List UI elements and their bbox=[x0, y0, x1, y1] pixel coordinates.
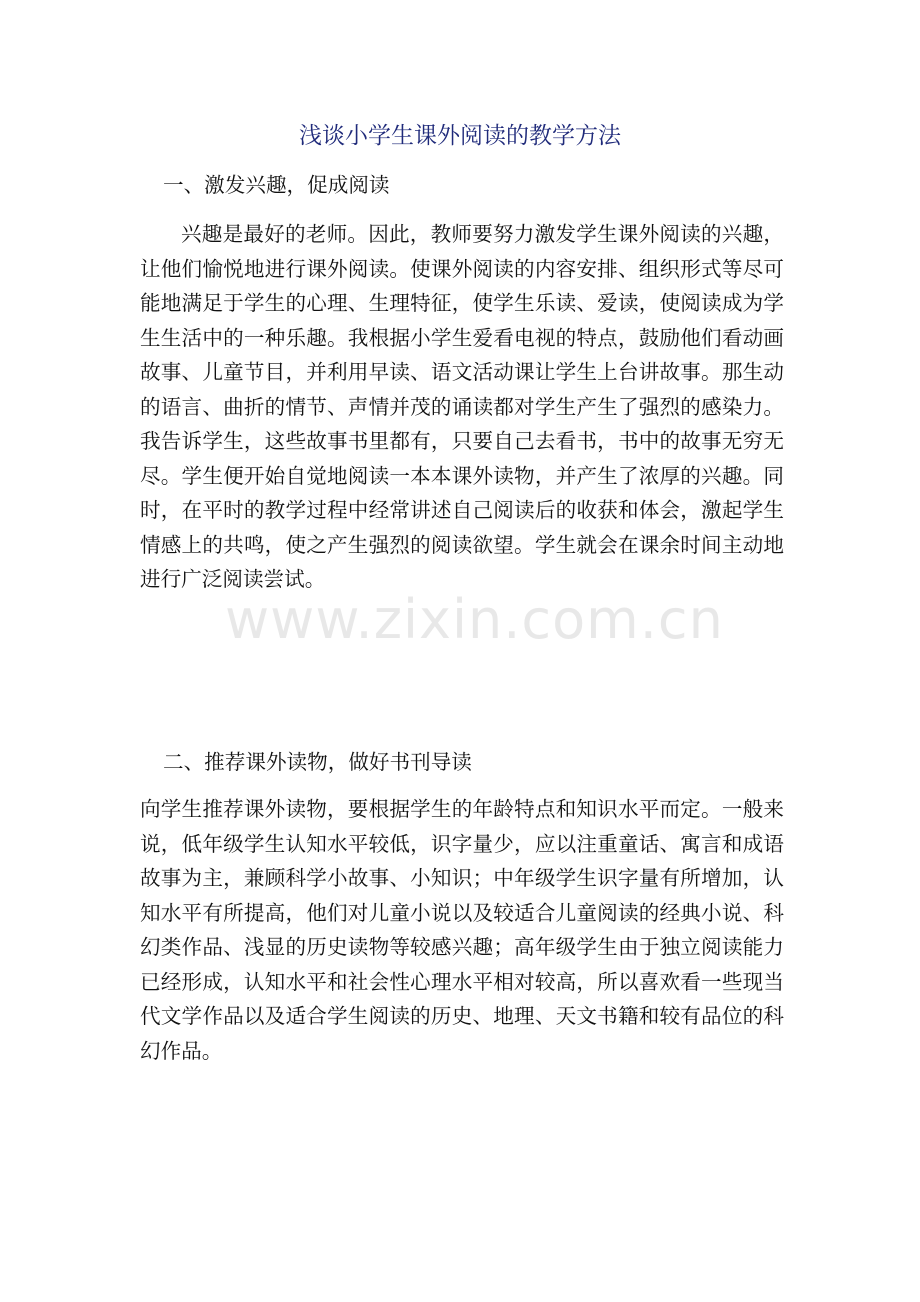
section-heading-1: 一、激发兴趣，促成阅读 bbox=[163, 173, 390, 197]
section-heading-2: 二、推荐课外读物，做好书刊导读 bbox=[163, 750, 472, 774]
section-paragraph-2: 向学生推荐课外读物，要根据学生的年龄特点和知识水平而定。一般来说，低年级学生认知水平较低，识字量少，应以注重童话、寓言和成语故事为主，兼顾科学小故事、小知识；中年级学生识字量有所增加，认知水平有所提高，他们对儿童小说以及较适合儿童阅读的经典小说、科幻类作品、浅显的历史读物等较感兴趣；高年级学生由于独立阅读能力已经形成，认知水平和社会性心理水平相对较高，所以喜欢看一些现当代文学作品以及适合学生阅读的历史、地理、天文书籍和较有品位的科幻作品。 bbox=[140, 797, 784, 1063]
watermark: www.zixin.com.cn bbox=[225, 588, 724, 651]
document-title: 浅谈小学生课外阅读的教学方法 bbox=[299, 123, 621, 149]
section-paragraph-1: 兴趣是最好的老师。因此，教师要努力激发学生课外阅读的兴趣，让他们愉悦地进行课外阅读。使课外阅读的内容安排、组织形式等尽可能地满足于学生的心理、生理特征，使学生乐读、爱读，使阅读成为学生生活中的一种乐趣。我根据小学生爱看电视的特点，鼓励他们看动画故事、儿童节目，并利用早读、语文活动课让学生上台讲故事。那生动的语言、曲折的情节、声情并茂的诵读都对学生产生了强烈的感染力。我告诉学生，这些故事书里都有，只要自己去看书，书中的故事无穷无尽。学生便开始自觉地阅读一本本课外读物，并产生了浓厚的兴趣。同时，在平时的教学过程中经常讲述自己阅读后的收获和体会，激起学生情感上的共鸣，使之产生强烈的阅读欲望。学生就会在课余时间主动地进行广泛阅读尝试。 bbox=[140, 222, 784, 591]
